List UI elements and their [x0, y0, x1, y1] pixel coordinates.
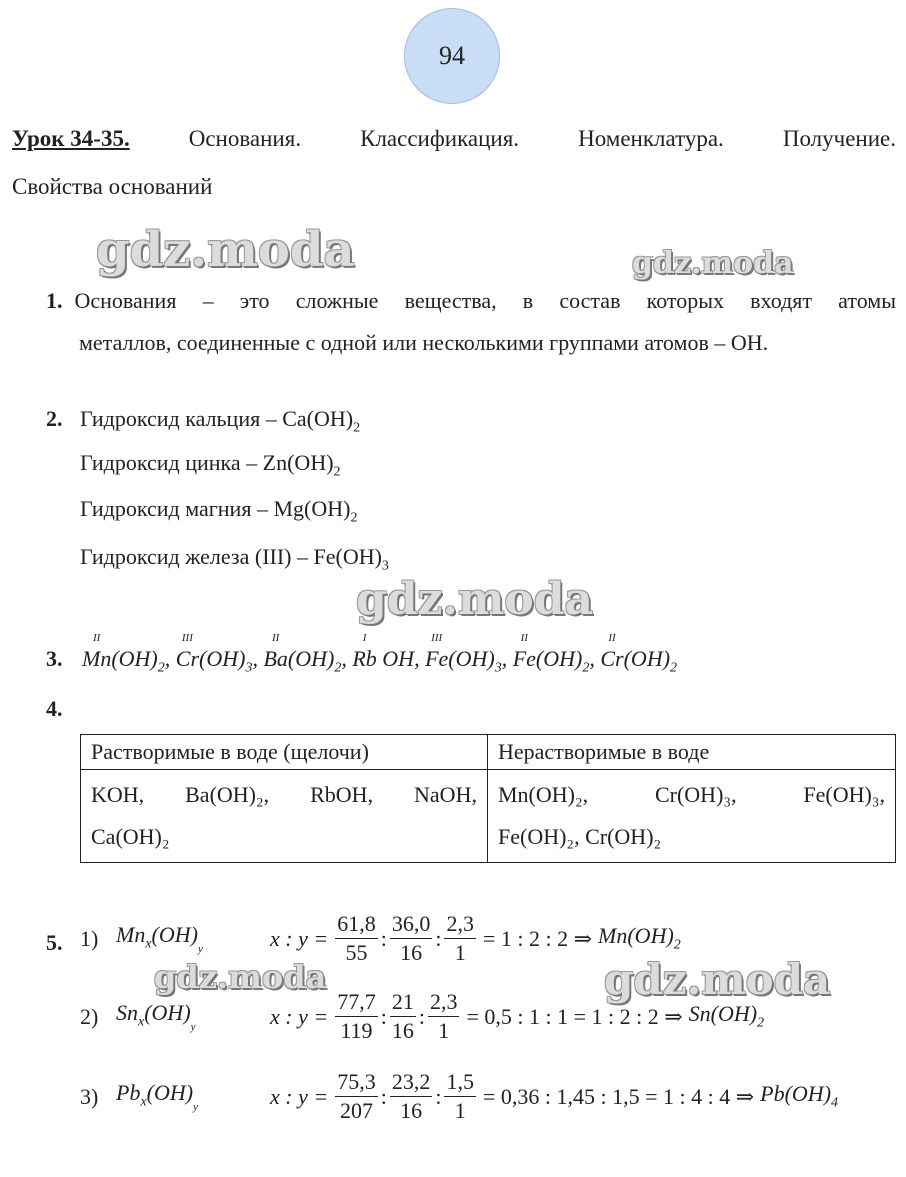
solubility-table [80, 734, 896, 863]
fraction: $\frac{23,2}{16}$ [391, 1069, 431, 1123]
formula-element: II Fe [512, 632, 536, 671]
subscript: 3 [381, 558, 389, 574]
oxidation-formulas: II $Mn(OH)_2$, III $Cr(OH)_3$, II $Ba(OH)_2$, I Rb OH, III $Fe(OH)_3$, II $Fe(OH)_2$, II $Cr(OH)_2$ [82, 632, 678, 676]
subscript: 2 [350, 510, 358, 526]
fraction: $\frac{1,5}{1}$ [446, 1069, 474, 1123]
lesson-title-line2: Свойства оснований [12, 174, 213, 199]
table-header-row [81, 735, 896, 770]
watermark: gdz.moda [356, 574, 594, 625]
title-word: Номенклатура. [578, 126, 724, 151]
hydroxide-name-text: Гидроксид цинка – Zn(OH) [80, 450, 334, 475]
subscript: 2 [353, 420, 361, 436]
calc-row-2: 2) $Sn_x(OH)_y$ x : y = $\frac{77,7}{119}$ : $\frac{21}{16}$ : $\frac{2,3}{1}$ = 0,5 : 1 : 1 = 1 : 2 : 2 ⇒ $Sn(OH)_2$ [80, 989, 765, 1043]
fraction: $\frac{75,3}{207}$ [337, 1069, 376, 1123]
hydroxide-name [80, 496, 357, 526]
task-1-text-line2: металлов, соединенные с одной или несколькими группами атомов – ОН. [79, 330, 769, 355]
fraction: $\frac{2,3}{1}$ [446, 911, 474, 965]
title-word: Классификация. [360, 126, 520, 151]
hydroxide-name-text: Гидроксид магния – Mg(OH) [80, 496, 351, 521]
page-number: 94 [404, 8, 500, 104]
subscript: 2 [333, 464, 341, 480]
formula-element: III Fe [425, 632, 449, 671]
task-1 [46, 280, 896, 364]
hydroxide-name [80, 450, 341, 480]
task-number: 4. [46, 696, 63, 721]
hydroxide-name-text: Гидроксид кальция – Ca(OH) [80, 406, 354, 431]
watermark: gdz.moda [604, 955, 831, 1004]
task-number: 3. [46, 646, 63, 671]
title-word: Получение. [782, 126, 896, 151]
hydroxide-name-text: Гидроксид железа (III) – Fe(OH) [80, 544, 382, 569]
task-number: 2. [46, 406, 63, 431]
formula-element: II Ba [263, 632, 288, 671]
task-1-text-line1: Основания – это сложные вещества, в состав которых входят атомы [74, 288, 896, 313]
formula-element: II Cr [600, 632, 624, 671]
hydroxide-name [80, 544, 389, 574]
product-formula: $Sn(OH)_2$ [688, 1001, 765, 1031]
product-formula: $Pb(OH)_4$ [760, 1081, 839, 1111]
formula-element: II Mn [82, 632, 112, 671]
watermark: gdz.moda [632, 246, 794, 281]
title-word: Основания. [188, 126, 302, 151]
fraction: $\frac{2,3}{1}$ [429, 989, 458, 1043]
lesson-title [12, 126, 896, 152]
soluble-cell: KOH, Ba(OH)₂, RbOH, NaOH, Ca(OH)₂ [81, 770, 488, 863]
table-row [81, 770, 896, 863]
task-number: 1. [46, 288, 63, 313]
insoluble-cell: Mn(OH)₂, Cr(OH)₃, Fe(OH)₃, Fe(OH)₂, Cr(OH)₂ [488, 770, 896, 863]
formula-element: III Cr [175, 632, 200, 671]
calc-row-1: 1) $Mn_x(OH)_y$ x : y = $\frac{61,8}{55}$ : $\frac{36,0}{16}$ : $\frac{2,3}{1}$ = 1 : 2 : 2 ⇒ $Mn(OH)_2$ [80, 911, 681, 965]
product-formula: $Mn(OH)_2$ [598, 923, 681, 953]
fraction: $\frac{61,8}{55}$ [337, 911, 376, 965]
fraction: $\frac{77,7}{119}$ [337, 989, 376, 1043]
task-number: 5. [46, 930, 63, 955]
formula-general: $Pb_x(OH)_y$ [116, 1080, 198, 1113]
fraction: $\frac{21}{16}$ [391, 989, 414, 1043]
formula-general: $Sn_x(OH)_y$ [116, 1000, 196, 1033]
formula-element: I Rb [352, 632, 377, 671]
fraction: $\frac{36,0}{16}$ [391, 911, 431, 965]
hydroxide-name [80, 406, 360, 436]
calc-row-3: 3) $Pb_x(OH)_y$ x : y = $\frac{75,3}{207}$ : $\frac{23,2}{16}$ : $\frac{1,5}{1}$ = 0,36 : 1,45 : 1,5 = 1 : 4 : 4 ⇒ $Pb(OH)_4$ [80, 1069, 839, 1123]
formula-general: $Mn_x(OH)_y$ [116, 922, 203, 955]
watermark: gdz.moda [154, 958, 327, 996]
table-header: Растворимые в воде (щелочи) [81, 735, 488, 770]
lesson-label: Урок 34-35. [12, 126, 130, 151]
table-header: Нерастворимые в воде [488, 735, 896, 770]
watermark: gdz.moda [96, 222, 355, 278]
